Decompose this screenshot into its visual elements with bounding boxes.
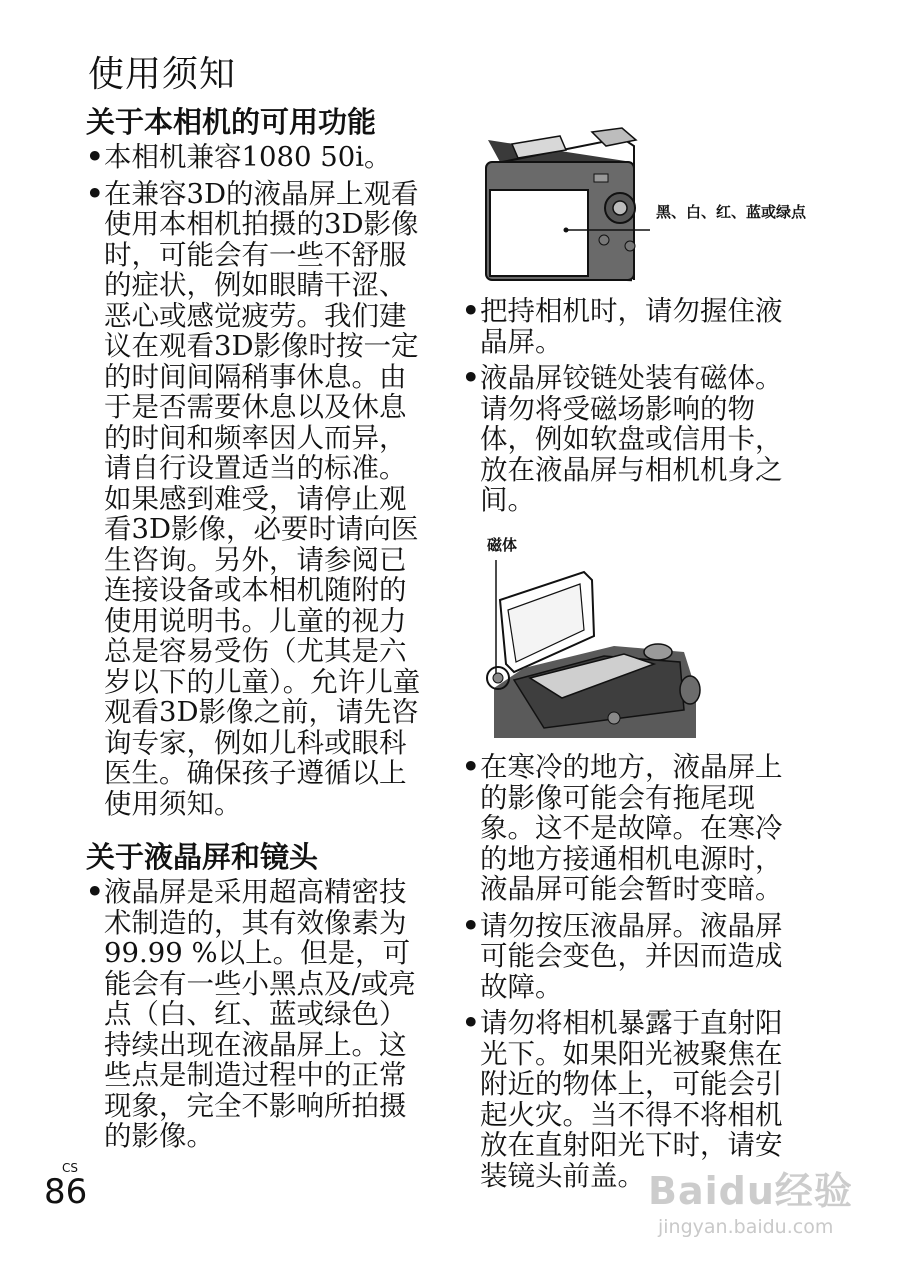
section-heading-lcd-lens: 关于液晶屏和镜头 <box>86 840 319 874</box>
bullet-icon: • <box>462 362 480 394</box>
bullet-icon: • <box>462 295 480 327</box>
list-item <box>462 296 808 357</box>
left-column <box>86 104 426 1158</box>
list-item <box>86 142 426 173</box>
list-item-text: 本相机兼容1080 50i。 <box>104 141 392 173</box>
page-title: 使用须知 <box>88 54 237 95</box>
right-column-top <box>462 296 808 522</box>
list-item-text: 在兼容3D的液晶屏上观看使用本相机拍摄的3D影像时，可能会有一些不舒服的症状，例如眼睛干涩、恶心或感觉疲劳。我们建议在观看3D影像时按一定的时间间隔稍事休息。由于是否需要休息以及休息的时间和频率因人而异，请自行设置适当的标准。如果感到难受，请停止观看3D影像，必要时请向医生咨询。另外，请参阅已连接设备或本相机随附的使用说明书。儿童的视力总是容易受伤（尤其是六岁以下的儿童）。允许儿童观看3D影像之前，请先咨询专家，例如儿科或眼科医生。确保孩子遵循以上使用须知。 <box>104 177 421 820</box>
section-heading-camera-functions: 关于本相机的可用功能 <box>86 105 377 139</box>
list-item <box>86 877 426 1152</box>
camera-functions-list <box>86 142 426 819</box>
watermark-brand: Baidu经验 <box>648 1169 853 1213</box>
bullet-icon: • <box>86 141 104 173</box>
list-item-text: 液晶屏铰链处装有磁体。请勿将受磁场影响的物体，例如软盘或信用卡，放在液晶屏与相机机身之间。 <box>480 362 783 516</box>
watermark-url: jingyan.baidu.com <box>658 1216 834 1238</box>
page-language-code: CS <box>62 1161 78 1175</box>
lcd-care-list <box>462 752 808 1191</box>
list-item-text: 请勿将相机暴露于直射阳光下。如果阳光被聚焦在附近的物体上，可能会引起火灾。当不得不将相机放在直射阳光下时，请安装镜头前盖。 <box>480 1007 783 1192</box>
dots-callout-label: 黑、白、红、蓝或绿点 <box>656 203 807 221</box>
list-item <box>462 911 808 1003</box>
list-item-text: 把持相机时，请勿握住液晶屏。 <box>480 295 783 358</box>
list-item-text: 请勿按压液晶屏。液晶屏可能会变色，并因而造成故障。 <box>480 909 783 1003</box>
bullet-icon: • <box>462 1007 480 1039</box>
magnet-callout-label: 磁体 <box>487 536 518 554</box>
list-item-text: 在寒冷的地方，液晶屏上的影像可能会有拖尾现象。这不是故障。在寒冷的地方接通相机电源时，液晶屏可能会暂时变暗。 <box>480 751 783 905</box>
baidu-watermark <box>648 1160 868 1260</box>
bullet-icon: • <box>86 177 104 210</box>
lcd-lens-list <box>86 877 426 1152</box>
list-item <box>462 752 808 905</box>
bullet-icon: • <box>462 751 480 783</box>
bullet-icon: • <box>86 876 104 908</box>
list-item-text: 液晶屏是采用超高精密技术制造的，其有效像素为99.99 %以上。但是，可能会有一些小黑点及/或亮点（白、红、蓝或绿色）持续出现在液晶屏上。这些点是制造过程中的正常现象，完全不影响所拍摄的影像。 <box>104 876 416 1152</box>
list-item <box>462 363 808 516</box>
right-column-bottom <box>462 752 808 1197</box>
handling-list <box>462 296 808 516</box>
camera-hinge-magnet-illustration <box>484 560 710 738</box>
bullet-icon: • <box>462 909 480 942</box>
list-item <box>86 179 426 820</box>
page-number: 86 <box>44 1172 88 1212</box>
